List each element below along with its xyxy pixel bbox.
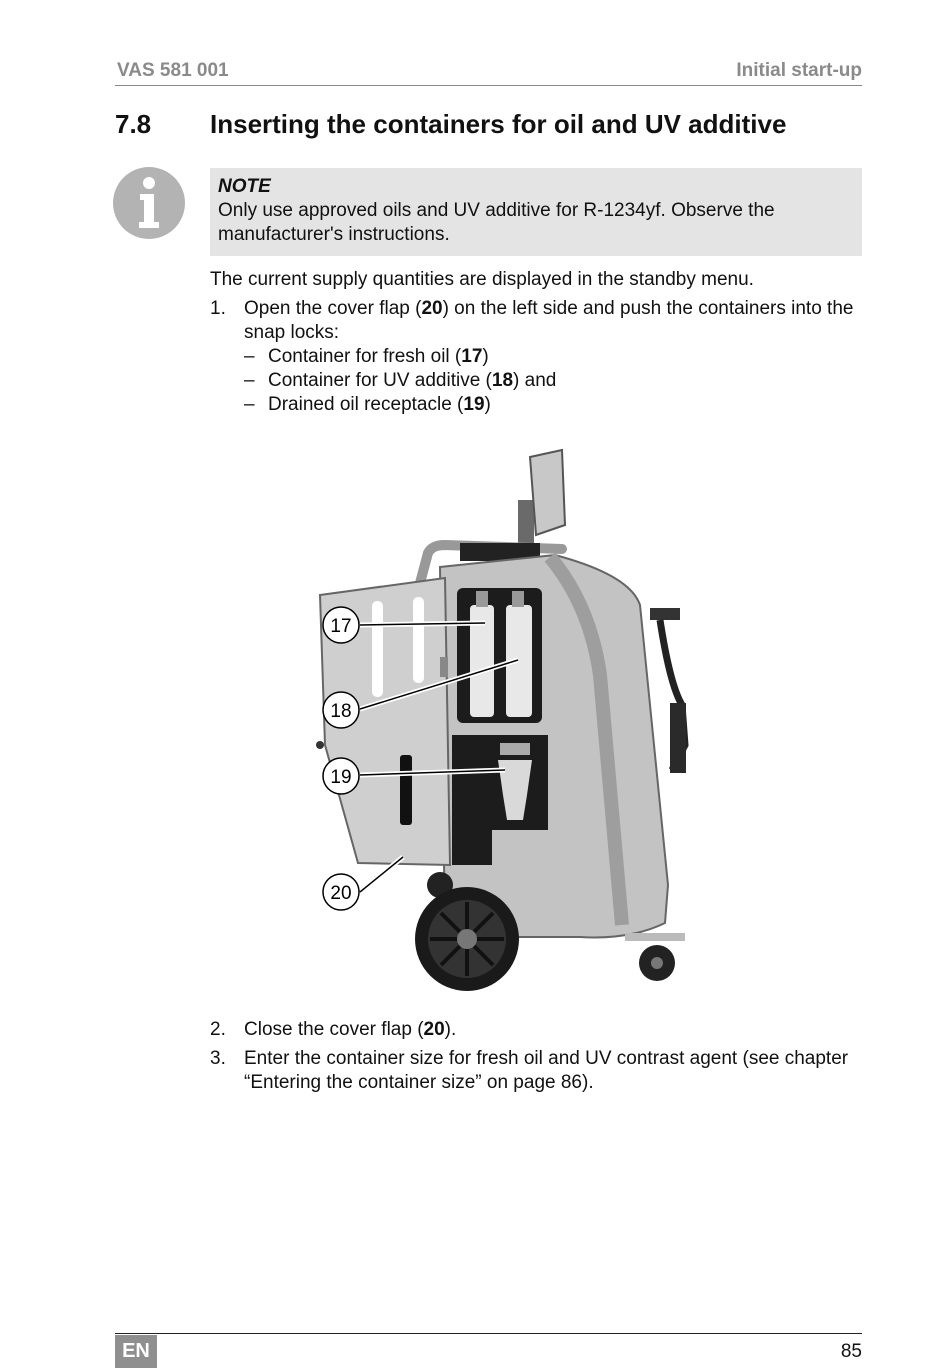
callout-18: [323, 692, 359, 728]
note-text: Only use approved oils and UV additive for R-1234yf. Observe the manufacturer's instructions.: [218, 200, 775, 245]
bullet-dash: –: [244, 346, 255, 367]
ref-20: 20: [421, 298, 443, 319]
svg-text:19: 19: [330, 767, 352, 788]
section-number: 7.8: [115, 109, 152, 139]
step-2-number: 2.: [210, 1019, 226, 1040]
svg-text:20: 20: [330, 883, 352, 904]
ac-service-unit-figure: [300, 445, 720, 1005]
callout-19: [323, 758, 359, 794]
intro-text: The current supply quantities are displayed in the standby menu.: [210, 269, 754, 290]
bullet-fresh-oil: Container for fresh oil (17): [268, 346, 489, 367]
header-divider: [115, 85, 862, 86]
page-number: 85: [840, 1341, 862, 1362]
language-badge: EN: [115, 1335, 157, 1368]
bullet-dash: –: [244, 370, 255, 391]
step-2-text: Close the cover flap (20).: [244, 1019, 457, 1040]
info-icon: [112, 166, 186, 240]
footer-divider: [115, 1333, 862, 1334]
step-3-number: 3.: [210, 1048, 226, 1069]
callout-17: [323, 607, 359, 643]
callout-20: [323, 874, 359, 910]
header-chapter: Initial start-up: [736, 60, 862, 81]
header-doc-id: VAS 581 001: [117, 60, 229, 81]
section-title: Inserting the containers for oil and UV additive: [210, 109, 787, 139]
step-3-text: Enter the container size for fresh oil and UV contrast agent (see chapter “Entering the container size” on page 86).: [244, 1048, 849, 1093]
svg-text:17: 17: [330, 616, 352, 637]
step-1-number: 1.: [210, 298, 226, 319]
step-1-text: Open the cover flap (20) on the left side and push the containers into the snap locks:: [244, 298, 854, 343]
bullet-dash: –: [244, 394, 255, 415]
note-box: [210, 168, 862, 256]
bullet-uv-additive: Container for UV additive (18) and: [268, 370, 557, 391]
bullet-drained-oil: Drained oil receptacle (19): [268, 394, 491, 415]
svg-text:18: 18: [330, 701, 352, 722]
note-title: NOTE: [218, 176, 271, 197]
